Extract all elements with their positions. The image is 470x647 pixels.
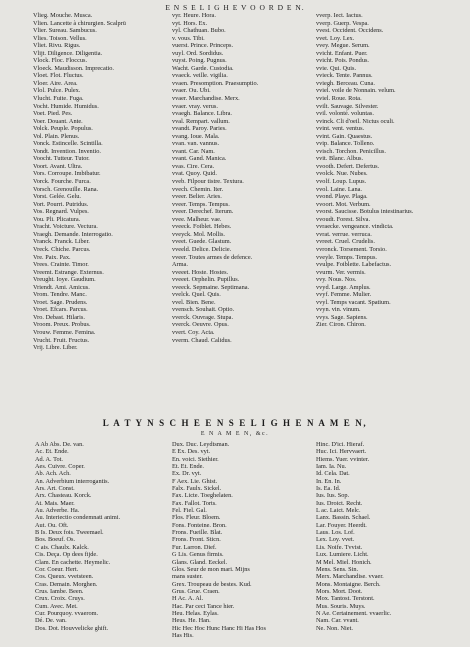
entry-line: G Lis. Genus firmis. — [172, 551, 224, 559]
entry-line: vvicht. Enfant. Puer. — [316, 49, 368, 57]
entry-line: vveyle. Temps. Tempus. — [316, 253, 377, 261]
entry-line: vvieck. Tente. Pannus. — [316, 72, 373, 80]
entry-line: vvest. Occident. Occidens. — [316, 27, 384, 35]
entry-line: Mors. Mort. Doot. — [316, 587, 363, 595]
entry-line: vvit. Blanc. Albus. — [316, 155, 364, 163]
entry-line: Cum. Avec. Met. — [35, 602, 78, 610]
entry-line: Mons. Montaigne. Berch. — [316, 580, 381, 588]
entry-line: Vraegh. Demande. Interrogatio. — [33, 230, 113, 238]
entry-line: vyl. Chathuan. Bubo. — [172, 27, 226, 35]
entry-line: vvyl. Temps vacant. Spatium. — [316, 298, 391, 306]
entry-line: vvond. Playe. Plaga. — [316, 193, 368, 201]
entry-line: vval. Rempart. vallum. — [172, 117, 230, 125]
entry-line: Aes. Cuivre. Coper. — [35, 463, 85, 471]
entry-line: Ius. Ius. Sop. — [316, 492, 350, 500]
entry-line: En. voici. Siethier. — [172, 455, 219, 463]
entry-line: In. En. In. — [316, 477, 342, 485]
entry-line: vvol. Laine. Lana. — [316, 185, 362, 193]
entry-line: vvensch. Souhait. Optio. — [172, 306, 235, 314]
entry-line: vvaeck. veille. vigilia. — [172, 72, 228, 80]
entry-line: Zier. Ciron. Chiron. — [316, 321, 366, 329]
entry-line: vveeet. Orphelin. Pupillus. — [172, 276, 240, 284]
entry-line: Glans. Gland. Eeckel. — [172, 558, 228, 566]
entry-line: Et. Et. Ende. — [172, 463, 205, 471]
word-column-1 — [33, 12, 163, 352]
entry-line: An. Adverbium interrogantis. — [35, 477, 110, 485]
entry-line: vvolf. Loup. Lupus. — [316, 178, 367, 186]
entry-line: Vloer. Aire. Area. — [33, 79, 78, 87]
entry-line: Heu. Helas. Eylas. — [172, 609, 219, 617]
entry-line: vviel. Roue. Rota. — [316, 95, 362, 103]
entry-line: vuerst. Prince. Princeps. — [172, 42, 234, 50]
entry-line: Vol. Plain. Plenus. — [33, 132, 80, 140]
entry-line: vvyn. vin. vinum. — [316, 306, 361, 314]
word-column-3 — [316, 12, 466, 329]
entry-line: vvat. Quoy. Quid. — [172, 170, 217, 178]
entry-line: Vort. Pourri. Putridus. — [33, 200, 89, 208]
name-column-3 — [316, 441, 466, 632]
entry-line: vvraecke. vengeance. vindicta. — [316, 223, 394, 231]
entry-line: Voet. Pied. Pes. — [33, 110, 73, 118]
entry-line: vvoort. Mot. Verbum. — [316, 200, 371, 208]
entry-line: vvaen. Presomption. Praesumptio. — [172, 79, 259, 87]
entry-line: Vloet. Flot. Fluctus. — [33, 72, 84, 80]
entry-line: vveer. Derechef. Iterum. — [172, 208, 234, 216]
entry-line: Mus. Souris. Muys. — [316, 602, 366, 610]
entry-line: v. vous. Tibi. — [172, 34, 205, 42]
entry-line: vvel. Bien. Bene. — [172, 298, 216, 306]
entry-line: vvan. van. vannus. — [172, 140, 220, 148]
entry-line: Fel. Fiel. Gal. — [172, 507, 207, 515]
entry-line: vveyck. Mol. Mollis. — [172, 230, 225, 238]
entry-line: vvicht. Pois. Pondus. — [316, 57, 370, 65]
entry-line: Glos. Seur de mon mari. Mijns — [172, 565, 250, 573]
entry-line: vveer. Toutes armes de defence. — [172, 253, 253, 261]
entry-line: Vrom. Tendre. Manc. — [33, 291, 87, 299]
entry-line: Vriendt. Ami. Amicus. — [33, 283, 90, 291]
entry-line: vvisch. Torchon. Penicillus. — [316, 147, 386, 155]
entry-line: vvyf. Femme. Mulier. — [316, 291, 372, 299]
entry-line: vverp. Guerp. Vespa. — [316, 19, 369, 27]
entry-line: vverck. Ouvrage. Stupa. — [172, 313, 234, 321]
entry-line: vverm. Chaud. Calidus. — [172, 336, 232, 344]
entry-line: Au. Adverbe. Ha. — [35, 507, 80, 515]
entry-line: vvip. Balance. Tolleno. — [316, 140, 375, 148]
entry-line: Volck. Peuple. Populus. — [33, 125, 93, 133]
entry-line: Vlol. Pulce. Pulex. — [33, 87, 81, 95]
entry-line: Fax. Licte. Toeghelaten. — [172, 492, 233, 500]
entry-line: vvech. Chemin. Iter. — [172, 185, 224, 193]
entry-line: Hiems. Yuer. vvinter. — [316, 455, 370, 463]
entry-line: Vre. Paix. Pax. — [33, 253, 71, 261]
entry-line: Vro. Debast. Hilaris. — [33, 313, 85, 321]
entry-line: Vlijt. Diligence. Diligentia. — [33, 49, 103, 57]
entry-line: Ne. Non. Niet. — [316, 624, 353, 632]
entry-line: Lex. Loy. vvet. — [316, 536, 355, 544]
entry-line: Crux. Croix. Cruys. — [35, 595, 85, 603]
entry-line: Frons. Fueille. Blat. — [172, 529, 223, 537]
word-list-columns — [0, 12, 470, 407]
entry-line: vvaegh. Balance. Libra. — [172, 110, 232, 118]
entry-line: vviel. voile de Nonnain. velum. — [316, 87, 396, 95]
entry-line: Ars. Art. Const. — [35, 485, 75, 493]
entry-line: Fax. Fallot. Torts. — [172, 499, 217, 507]
entry-line: Vlieg. Mouche. Musca. — [33, 12, 93, 19]
entry-line: Vors. Corroupe. Imbibatur. — [33, 170, 101, 178]
entry-line: Vreemt. Estrange. Externus. — [33, 268, 104, 276]
entry-line: vvelck. Quel. Quis. — [172, 291, 221, 299]
entry-line: Hinc. D'ici. Hieraf. — [316, 441, 365, 448]
entry-line: vveeck. Foiblet. Hebes. — [172, 223, 232, 231]
entry-line: Vrij. Libre. Liber. — [33, 344, 78, 352]
entry-line: Lanx. Bassin. Schael. — [316, 514, 371, 522]
entry-line: Dux. Duc. Leydtsman. — [172, 441, 230, 448]
entry-line: B Is. Deux fois. Tweemael. — [35, 529, 104, 537]
entry-line: vvil. volonté. voluntas. — [316, 110, 374, 118]
entry-line: vvant. Car. Nam. — [172, 147, 215, 155]
entry-line: Wacht. Garde. Custodia. — [172, 64, 234, 72]
entry-line: Voocht. Tutteur. Tutor. — [33, 155, 90, 163]
page-header: E N S E L I G H E V O O R D E N. — [165, 3, 305, 12]
entry-line: vvyd. Large. Amplus. — [316, 283, 371, 291]
entry-line: H Ac. A. Al. — [172, 595, 204, 603]
entry-line: vvooth. Defert. Defertus. — [316, 162, 380, 170]
entry-line: vveeld. Delice. Delicie. — [172, 245, 232, 253]
entry-line: vvronck. Torsement. Torsio. — [316, 245, 387, 253]
entry-line: Dos. Dot. Houvvelicke ghift. — [35, 624, 109, 632]
name-list-columns — [0, 441, 470, 647]
entry-line: vvandt. Paroy. Paries. — [172, 125, 227, 133]
entry-line: vvee. Malheur. vae. — [172, 215, 222, 223]
entry-line: Heus. He. Han. — [172, 617, 211, 625]
entry-line: Au. Interiectio condemnati animi. — [35, 514, 121, 522]
entry-line: Lis. Noife. Tvvist. — [316, 543, 363, 551]
entry-line: Has His. — [172, 631, 194, 639]
entry-line: Vorst. Gelée. Gelu. — [33, 193, 81, 201]
entry-line: vvint. Gain. Quaestus. — [316, 132, 373, 140]
entry-line: Cor. Coeur. Hert. — [35, 565, 79, 573]
entry-line: vvys. Sage. Sapiens. — [316, 313, 368, 321]
entry-line: vvang. Ioue. Mala. — [172, 132, 220, 140]
entry-line: Dé. De. van. — [35, 617, 67, 625]
entry-line: Nam. Car. vvant. — [316, 617, 359, 625]
entry-line: C ais. Chaulx. Kalck. — [35, 543, 89, 551]
entry-line: vvinck. Cli d'oeil. Nictus oculi. — [316, 117, 395, 125]
entry-line: Vonck. Estincelle. Scintilla. — [33, 140, 103, 148]
entry-line: Vondt. Invention. Inventio. — [33, 147, 101, 155]
entry-line: vvrat. verrue. verruca. — [316, 230, 372, 238]
entry-line: Grus. Grue. Craen. — [172, 587, 220, 595]
entry-line: Vreck. Chiche. Parcus. — [33, 245, 91, 253]
entry-line: Hic Hec Hoc Hunc Hanc Hi Has Hos — [172, 624, 266, 632]
entry-line: vyr. Heure. Hora. — [172, 12, 216, 19]
entry-line: Mox. Tantost. Terstont. — [316, 595, 375, 603]
entry-line: Crus. Iambe. Been. — [35, 587, 84, 595]
entry-line: Falx. Faulx. Sickel. — [172, 485, 222, 493]
entry-line: L ac. Laict. Melc. — [316, 507, 361, 515]
entry-line: mans suster. — [172, 573, 203, 581]
entry-line: Arma. — [172, 261, 188, 269]
entry-line: vvurm. Ver. vermis. — [316, 268, 366, 276]
section-title: L A T Y N S C H E E N S E L I G H E N A M E N, — [102, 418, 368, 428]
entry-line: vvey. Megue. Serum. — [316, 42, 370, 50]
entry-line: vveer. Temps. Tempus. — [172, 200, 230, 208]
entry-line: Ac. Et. Ende. — [35, 448, 69, 456]
entry-line: M Mel. Miel. Honich. — [316, 558, 372, 566]
entry-line: vveeck. Sepmaine. Septimana. — [172, 283, 250, 291]
entry-line: Is. Ea. Id. — [316, 485, 341, 493]
entry-line: Mens. Sens. Sin. — [316, 565, 359, 573]
entry-line: Vrees. Crainte. Timor. — [33, 261, 89, 269]
entry-line: Cos. Queux. vvetsteen. — [35, 573, 94, 581]
entry-line: Cur. Pourquoy. vvaerom. — [35, 609, 99, 617]
section-subtitle: E N A M E N, &c. — [200, 431, 270, 437]
entry-line: Vlock. Floc. Floccus. — [33, 57, 88, 65]
word-column-2 — [172, 12, 312, 344]
entry-line: Frons. Front. Sticn. — [172, 536, 221, 544]
entry-line: vveer. Belier. Aries. — [172, 193, 222, 201]
entry-line: vvant. Gand. Manica. — [172, 155, 227, 163]
entry-line: Vlier. Sureau. Sambucus. — [33, 27, 97, 35]
entry-line: Clam. En cachette. Heymelic. — [35, 558, 111, 566]
entry-line: vvint. vent. ventus. — [316, 125, 365, 133]
entry-line: F Aex. Lie. Ghist. — [172, 477, 218, 485]
entry-line: Cras. Demain. Morghen. — [35, 580, 98, 588]
entry-line: Ad. A. Tot. — [35, 455, 63, 463]
entry-line: E Ex. Des. vyt. — [172, 448, 211, 456]
entry-line: Vrucht. Fruit. Fructus. — [33, 336, 90, 344]
entry-line: vvilt. Sauvage. Silvester. — [316, 102, 379, 110]
entry-line: vyt. Hors. Ex. — [172, 19, 208, 27]
entry-line: Laus. Los. Lof. — [316, 529, 355, 537]
entry-line: Huc. Ici. Hervvaert. — [316, 448, 367, 456]
entry-line: vvie. Qui. Quis. — [316, 64, 357, 72]
entry-line: Vou. Pli. Plicatura. — [33, 215, 81, 223]
entry-line: vuyl. Ord. Sordidus. — [172, 49, 224, 57]
entry-line: vvet. Loy. Lex. — [316, 34, 355, 42]
entry-line: A Ab Abs. De. van. — [35, 441, 84, 448]
entry-line: Fons. Fonteine. Bron. — [172, 521, 227, 529]
entry-line: Vorsch. Grenouille. Rana. — [33, 185, 99, 193]
entry-line: Vos. Regnard. Vulpes. — [33, 208, 89, 216]
entry-line: vveet. Guede. Glastum. — [172, 238, 232, 246]
entry-line: Aut. Ou. Oft. — [35, 521, 69, 529]
entry-line: Bos. Boeuf. Os. — [35, 536, 76, 544]
entry-line: Grex. Troupeau de bestes. Kud. — [172, 580, 252, 588]
entry-line: Merx. Marchandise. vvaer. — [316, 573, 384, 581]
entry-line: Vroet. Sage. Prudens. — [33, 298, 88, 306]
entry-line: At. Mais. Maer. — [35, 499, 75, 507]
entry-line: vvy. Nous. Nos. — [316, 276, 357, 284]
name-column-1 — [35, 441, 165, 632]
entry-line: Vracht. Voicture. Vectura. — [33, 223, 98, 231]
entry-line: Lar. Fouyer. Heerdt. — [316, 521, 367, 529]
entry-line: vvoudt. Forest. Silva. — [316, 215, 371, 223]
entry-line: vverp. Iect. Iactus. — [316, 12, 363, 19]
entry-line: Vroom. Preux. Probus. — [33, 321, 91, 329]
entry-line: vvreet. Cruel. Crudelis. — [316, 238, 375, 246]
entry-line: Cis. Deça. Op dees fijde. — [35, 551, 98, 559]
entry-line: Vorck. Fourche. Furca. — [33, 178, 91, 186]
entry-line: Vlies. Toison. Vellus. — [33, 34, 87, 42]
entry-line: Ab. Ach. Ach. — [35, 470, 71, 478]
entry-line: Ius. Droict. Recht. — [316, 499, 363, 507]
entry-line: Hac. Par ceci Tance hier. — [172, 602, 235, 610]
entry-line: vvaer. Marchandise. Merx. — [172, 95, 240, 103]
entry-line: vvaer. vray. verus. — [172, 102, 218, 110]
entry-line: vvert. Coy. Acta. — [172, 328, 215, 336]
entry-line: Vreught. Ioye. Gaudium. — [33, 276, 96, 284]
entry-line: vvorst. Saucisse. Botulus intestinarius. — [316, 208, 414, 216]
entry-line: vuyst. Poing. Pugnus. — [172, 57, 227, 65]
entry-line: vvas. Cire. Cera. — [172, 162, 215, 170]
entry-line: vveeet. Hoste. Hostes. — [172, 268, 229, 276]
entry-line: vverck. Oeuvre. Opus. — [172, 321, 229, 329]
entry-line: Vliet. Rivu. Rigus. — [33, 42, 81, 50]
entry-line: Fur. Larron. Dief. — [172, 543, 217, 551]
entry-line: Vloeck. Maudisson. Imprecatio. — [33, 64, 114, 72]
entry-line: Vlien. Lancette à chirurgien. Scalprū — [33, 19, 126, 27]
entry-line: Vrouw. Femme. Femina. — [33, 328, 96, 336]
entry-line: Vroet. Efcars. Parcus. — [33, 306, 88, 314]
entry-line: Ex. Dr. vyt. — [172, 470, 202, 478]
entry-line: vvaer. Ou. Ubi. — [172, 87, 211, 95]
entry-line: Lux. Lumiere. Licht. — [316, 551, 369, 559]
entry-line: Arx. Chasteau. Korck. — [35, 492, 92, 500]
entry-line: Iam. Ia. Nu. — [316, 463, 347, 471]
entry-line: Vlucht. Fuite. Fuga. — [33, 95, 84, 103]
name-column-2 — [172, 441, 312, 639]
entry-line: vveb. Filpour tistre. Textura. — [172, 178, 244, 186]
entry-line: vvolck. Nue. Nubes. — [316, 170, 368, 178]
entry-line: vvulpe. Foiblette. Labefactus. — [316, 261, 392, 269]
entry-line: Voort. Avant. Ultra. — [33, 162, 83, 170]
entry-line: Id. Cela. Dat. — [316, 470, 350, 478]
entry-line: vviegh. Berceau. Cuna. — [316, 79, 375, 87]
entry-line: Vocht. Humide. Humidus. — [33, 102, 99, 110]
entry-line: Vranck. Franck. Liber. — [33, 238, 90, 246]
entry-line: Flos. Fleur. Bloem. — [172, 514, 221, 522]
entry-line: N Ae. Certainement. vvaerlic. — [316, 609, 392, 617]
entry-line: Voer. Douant. Ante. — [33, 117, 83, 125]
